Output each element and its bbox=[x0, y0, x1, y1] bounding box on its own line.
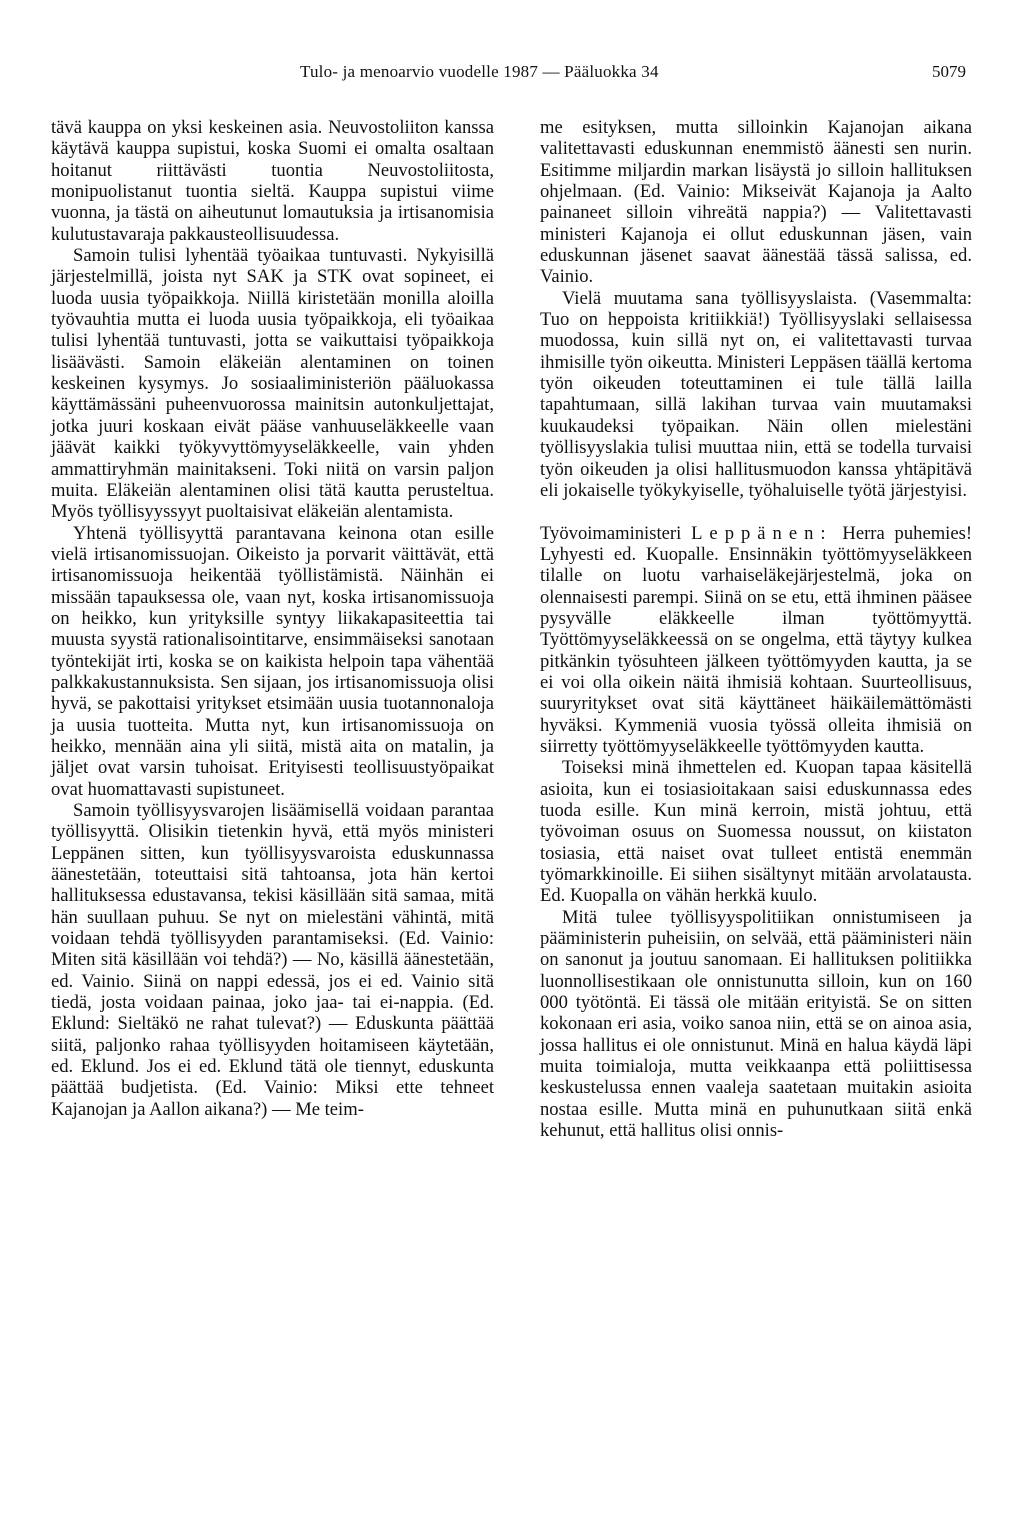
paragraph: tävä kauppa on yksi keskeinen asia. Neuvostoliiton kanssa käytävä kauppa supistui, koska Suomi ei omalta osaltaan hoitanut riittävästi tuontia Neuvostoliitosta, monipuolistanut tuontia sieltä. Kauppa supistui viime vuonna, ja tästä on aiheutunut lomautuksia ja irtisanomisia kulutustavaraja pakkausteollisuudessa. bbox=[51, 117, 494, 245]
page-number: 5079 bbox=[932, 62, 966, 81]
paragraph: Vielä muutama sana työllisyyslaista. (Vasemmalta: Tuo on heppoista kritiikkiä!) Työllisyyslaki sellaisessa muodossa, kuin sillä nyt on, ei valitettavasti turvaa ihmisille työn oikeutta. Ministeri Leppäsen täällä kertoma työn oikeuden toteuttaminen ei tule tällä lailla tapahtumaan, sillä lakihan turvaa vain muutamaksi kuukaudeksi työpaikan. Näin ollen mielestäni työllisyyslakia tulisi muuttaa niin, että se todella turvaisi työn oikeuden ja olisi hallitusmuodon kanssa yhtäpitävä eli jokaiselle työkykyiselle, työhaluiselle työtä järjestyisi. bbox=[540, 287, 972, 501]
paragraph: Mitä tulee työllisyyspolitiikan onnistumiseen ja pääministerin puheisiin, on selvää, että pääministeri näin on sanonut ja joutuu sanomaan. Ei hallituksen politiikka luonnollisestikaan ole onnistunutta silloin, kun on 160 000 työtöntä. Ei tässä ole mitään erityistä. Se on sitten kokonaan eri asia, voiko sanoa niin, että se on ainoa asia, jossa hallitus ei ole onnistunut. Minä en halua käydä läpi muita toimialoja, mutta veikkaanpa että poliittisessa keskustelussa ennen vaaleja saatetaan muitakin asioita nostaa esille. Mutta minä en puhunutkaan siitä enkä kehunut, että hallitus olisi onnis- bbox=[540, 906, 972, 1142]
speaker-title: Työvoimaministeri bbox=[540, 522, 682, 544]
paragraph: Samoin työllisyysvarojen lisäämisellä voidaan parantaa työllisyyttä. Olisikin tietenkin hyvä, että myös ministeri Leppänen sitten, kun työllisyysvaroista eduskunnassa äänestetään, toteuttaisi sitä tahtoansa, jota hän kertoi hallituksessa edustavansa, tekisi käsillään sitä samaa, mitä hän suullaan puhuu. Se nyt on mielestäni vähintä, mitä voidaan tehdä työllisyyden parantamiseksi. (Ed. Vainio: Miten sitä käsillään voi tehdä?) — No, käsillä äänestetään, ed. Vainio. Siinä on nappi edessä, jos ei ed. Vainio sitä tiedä, josta voidaan painaa, joko jaa- tai ei-nappia. (Ed. Eklund: Sieltäkö ne rahat tulevat?) — Eduskunta päättää siitä, paljonko rahaa työllisyyden hoitamiseen käytetään, ed. Eklund. Jos ei ed. Eklund tätä ole tiennyt, eduskunta päättää budjetista. (Ed. Vainio: Miksi ette tehneet Kajanojan ja Aallon aikana?) — Me teim- bbox=[51, 800, 494, 1120]
left-column bbox=[51, 117, 494, 1120]
speech-text: Herra puhemies! Lyhyesti ed. Kuopalle. Ensinnäkin työttömyyseläkkeen tilalle on luotu varhaiseläkejärjestelmä, joka on olennaisesti parempi. Siinä on se etu, että ihminen pääsee pysyvälle eläkkeelle ilman työttömyyttä. Työttömyyseläkkeessä on se ongelma, että täytyy kulkea pitkänkin työsuhteen jälkeen työttömyyden kautta, ja se ei voi olla oikein näitä ihmisiä kohtaan. Suurteollisuus, suuryritykset ovat sitä käyttäneet häikäilemättömästi hyväksi. Kymmeniä vuosia työssä olleita ihmisiä on siirretty työttömyyseläkkeelle työttömyyden kautta. bbox=[540, 522, 973, 757]
running-head: Tulo- ja menoarvio vuodelle 1987 — Pääluokka 34 bbox=[300, 62, 659, 81]
paragraph: Samoin tulisi lyhentää työaikaa tuntuvasti. Nykyisillä järjestelmillä, joista nyt SAK ja STK ovat sopineet, ei luoda uusia työpaikkoja. Niillä kiristetään monilla aloilla työvauhtia mutta ei luoda uusia työpaikkoja, eli työaikaa tulisi lyhentää tuntuvasti, jotta se vaikuttaisi työpaikkoja lisäävästi. Samoin eläkeiän alentaminen on toinen keskeinen kysymys. Jo sosiaaliministeriön pääluokassa käyttämässäni puheenvuorossa mainitsin autonkuljettajat, jotka juuri koskaan eivät pääse vanhuuseläkkeelle vaan jäävät kaikki työkyvyttömyyseläkkeelle, vain yhden ammattiryhmän mainitakseni. Toki niitä on varsin paljon muita. Eläkeiän alentaminen olisi tätä kautta perusteltua. Myös työllisyyssyyt puoltaisivat eläkeiän alentamista. bbox=[51, 245, 494, 523]
paragraph: Yhtenä työllisyyttä parantavana keinona otan esille vielä irtisanomissuojan. Oikeisto ja porvarit väittävät, että irtisanomissuoja heikentää työllistämistä. Näinhän ei missään tapauksessa ole, vaan nyt, koska irtisanomissuoja on heikko, kun yrityksille syntyy liikakapasiteettia tai muusta syystä rationalisointitarve, ensimmäiseksi sanotaan työntekijät irti, koska se on kaikista helpoin tapa vähentää palkkakustannuksista. Sen sijaan, jos irtisanomissuoja olisi hyvä, se pakottaisi yritykset etsimään uusia tuotannonaloja ja uusia tuotteita. Mutta nyt, kun irtisanomissuoja on heikko, mennään aina yli siitä, mistä aita on matalin, ja jäljet ovat varsin tuhoisat. Erityisesti teollisuustyöpaikat ovat huomattavasti supistuneet. bbox=[51, 522, 494, 800]
speaker-name: Leppänen: bbox=[691, 522, 833, 544]
right-column bbox=[540, 117, 972, 1142]
paragraph: Toiseksi minä ihmettelen ed. Kuopan tapaa käsitellä asioita, kun ei tosiasioitakaan saisi eduskunnassa edes tuoda esille. Kun minä kerroin, mistä johtuu, että työvoiman osuus on Suomessa noussut, on kiistaton tosiasia, että naiset ovat tulleet entistä enemmän työmarkkinoille. Ei siihen sisältynyt mitään arvolatausta. Ed. Kuopalla on vähän herkkä kuulo. bbox=[540, 757, 972, 907]
speech-opening bbox=[540, 523, 972, 758]
paragraph: me esityksen, mutta silloinkin Kajanojan aikana valitettavasti eduskunnan enemmistö äänesti sen nurin. Esitimme miljardin markan lisäystä jo silloin hallituksen ohjelmaan. (Ed. Vainio: Mikseivät Kajanoja ja Aalto painaneet silloin vihreätä nappia?) — Valitettavasti ministeri Kajanoja ei ollut eduskunnan jäsen, vain eduskunnan jäsenet saavat äänestää tässä salissa, ed. Vainio. bbox=[540, 117, 972, 288]
